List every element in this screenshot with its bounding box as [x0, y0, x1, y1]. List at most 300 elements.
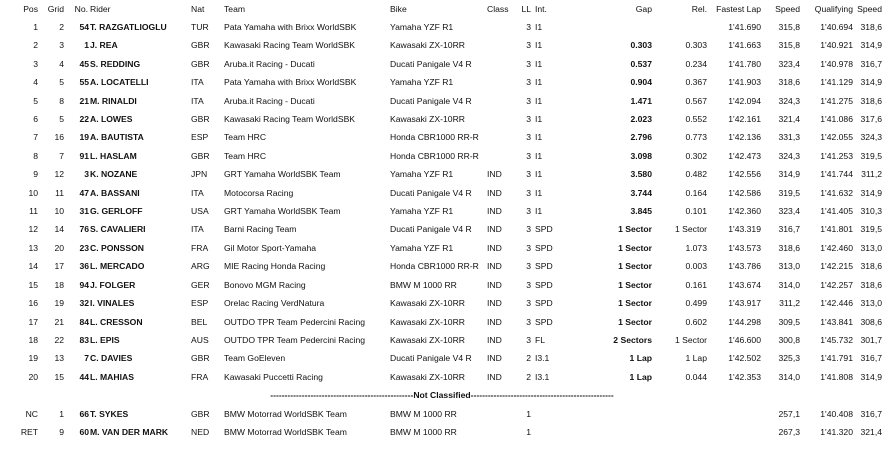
cell-rider: C. PONSSON [90, 242, 144, 253]
cell-gap: 3.580 [630, 169, 652, 180]
cell-nat: JPN [191, 169, 208, 180]
cell-rider: A. BASSANI [90, 187, 140, 198]
cell-grid: 10 [54, 206, 64, 217]
cell-number: 21 [79, 95, 89, 106]
cell-team: Gil Motor Sport-Yamaha [224, 242, 317, 253]
cell-class [485, 147, 517, 165]
table-row [0, 257, 884, 275]
cell-interval: I3.1 [535, 371, 550, 382]
table-row [0, 349, 884, 367]
cell-laps: 3 [526, 206, 531, 217]
cell-pos: NC [25, 408, 38, 419]
cell-qualifying: 1'40.408 [820, 408, 853, 419]
table-row [0, 36, 884, 54]
cell-laps: 3 [526, 279, 531, 290]
header-class: Class [487, 4, 509, 14]
cell-class: IND [487, 169, 502, 180]
cell-pos: 4 [33, 77, 38, 88]
cell-class: IND [487, 279, 502, 290]
cell-rel [654, 423, 709, 441]
cell-team: Aruba.it Racing - Ducati [224, 95, 315, 106]
cell-speed: 324,3 [778, 95, 800, 106]
cell-interval: I1 [535, 77, 543, 88]
header-team: Team [224, 4, 246, 14]
cell-laps: 3 [526, 114, 531, 125]
cell-grid: 5 [59, 114, 64, 125]
cell-gap: 1 Sector [618, 242, 652, 253]
cell-gap: 3.098 [630, 150, 652, 161]
cell-nat: GBR [191, 114, 210, 125]
cell-team: MIE Racing Honda Racing [224, 261, 326, 272]
header-grid: Grid [47, 4, 64, 14]
header-rider: Rider [90, 4, 111, 14]
cell-rel: 0.482 [685, 169, 707, 180]
cell-qualifying-speed: 318,6 [860, 279, 882, 290]
cell-interval: SPD [535, 242, 553, 253]
cell-qualifying-speed: 316,7 [860, 408, 882, 419]
cell-speed: 267,3 [778, 426, 800, 437]
header-bike: Bike [390, 4, 407, 14]
cell-qualifying-speed: 316,7 [860, 58, 882, 69]
cell-pos: 11 [29, 206, 38, 217]
cell-fastest-lap: 1'41.690 [728, 22, 761, 32]
table-row [0, 128, 884, 146]
cell-fastest-lap [709, 405, 763, 423]
cell-class: IND [487, 224, 502, 235]
cell-bike: BMW M 1000 RR [390, 279, 457, 290]
cell-interval [533, 423, 581, 441]
cell-nat: ITA [191, 187, 204, 198]
cell-qualifying: 1'45.732 [820, 334, 853, 345]
cell-bike: Ducati Panigale V4 R [390, 95, 472, 106]
cell-class: IND [487, 334, 502, 345]
cell-laps: 3 [526, 40, 531, 51]
cell-rider: L. EPIS [90, 334, 120, 345]
cell-grid: 14 [54, 224, 64, 235]
cell-team: Motocorsa Racing [224, 187, 294, 198]
cell-qualifying: 1'41.320 [820, 426, 853, 437]
cell-pos: 1 [33, 22, 38, 32]
cell-team: BMW Motorrad WorldSBK Team [224, 408, 347, 419]
cell-pos: 13 [28, 242, 38, 253]
cell-bike: Honda CBR1000 RR-R [390, 132, 479, 143]
cell-qualifying-speed: 317,6 [860, 114, 882, 125]
cell-rel: 1 Sector [674, 334, 707, 345]
cell-qualifying: 1'41.808 [820, 371, 853, 382]
cell-rider: I. VINALES [90, 298, 135, 309]
cell-qualifying: 1'43.841 [820, 316, 853, 327]
cell-team: Kawasaki Puccetti Racing [224, 371, 323, 382]
cell-team: Team HRC [224, 150, 267, 161]
cell-grid: 7 [59, 150, 64, 161]
cell-rel: 0.101 [685, 206, 707, 217]
table-row [0, 220, 884, 238]
cell-rider: A. BAUTISTA [90, 132, 144, 143]
cell-class [485, 18, 517, 36]
cell-interval [533, 405, 581, 423]
cell-qualifying-speed: 313,0 [860, 298, 882, 309]
cell-nat: GBR [191, 150, 210, 161]
cell-qualifying-speed: 314,9 [860, 77, 882, 88]
cell-interval: SPD [535, 224, 553, 235]
not-classified-body [0, 405, 884, 442]
cell-qualifying-speed: 318,6 [860, 261, 882, 272]
cell-laps: 3 [526, 22, 531, 32]
cell-pos: 2 [33, 40, 38, 51]
cell-number: 1 [84, 40, 89, 51]
cell-interval: I1 [535, 95, 543, 106]
table-row [0, 184, 884, 202]
cell-team: Team GoEleven [224, 353, 286, 364]
cell-nat: ITA [191, 77, 204, 88]
cell-team: Barni Racing Team [224, 224, 297, 235]
cell-fastest-lap: 1'43.674 [728, 279, 761, 290]
cell-nat: ESP [191, 298, 209, 309]
cell-fastest-lap: 1'43.573 [728, 242, 761, 253]
cell-grid: 20 [54, 242, 64, 253]
cell-pos: 12 [28, 224, 38, 235]
cell-qualifying-speed: 318,6 [860, 95, 882, 106]
cell-team: GRT Yamaha WorldSBK Team [224, 206, 341, 217]
cell-speed: 331,3 [778, 132, 800, 143]
cell-class: IND [487, 187, 502, 198]
cell-pos: 15 [28, 279, 38, 290]
cell-speed: 314,0 [778, 371, 800, 382]
cell-rider: G. GERLOFF [90, 206, 143, 217]
cell-gap: 1 Sector [618, 279, 652, 290]
cell-rel: 0.552 [685, 114, 707, 125]
cell-grid: 1 [59, 408, 64, 419]
cell-gap [581, 423, 654, 441]
cell-nat: ESP [191, 132, 209, 143]
cell-team: OUTDO TPR Team Pedercini Racing [224, 334, 366, 345]
cell-rider: J. FOLGER [90, 279, 136, 290]
cell-rel: 0.302 [685, 150, 707, 161]
cell-qualifying: 1'42.446 [820, 298, 853, 309]
cell-rel: 0.499 [685, 298, 707, 309]
cell-bike: Honda CBR1000 RR-R [390, 150, 479, 161]
table-row [0, 165, 884, 183]
cell-gap [581, 405, 654, 423]
header-row [0, 0, 884, 18]
cell-team: BMW Motorrad WorldSBK Team [224, 426, 347, 437]
cell-qualifying: 1'41.129 [820, 77, 853, 88]
cell-qualifying-speed: 316,7 [860, 353, 882, 364]
cell-bike: Ducati Panigale V4 R [390, 224, 472, 235]
cell-fastest-lap: 1'41.903 [728, 77, 761, 88]
cell-gap: 2 Sectors [613, 334, 652, 345]
cell-gap: 1.471 [630, 95, 652, 106]
cell-pos: 18 [28, 334, 38, 345]
cell-pos: 6 [33, 114, 38, 125]
cell-grid: 19 [54, 298, 64, 309]
cell-rider: M. RINALDI [90, 95, 137, 106]
cell-class: IND [487, 371, 502, 382]
cell-qualifying: 1'41.253 [820, 150, 853, 161]
cell-bike: Kawasaki ZX-10RR [390, 334, 465, 345]
cell-rel: 0.773 [685, 132, 707, 143]
cell-class: IND [487, 298, 502, 309]
cell-bike: Ducati Panigale V4 R [390, 353, 472, 364]
cell-pos: 8 [33, 150, 38, 161]
cell-speed: 323,4 [778, 58, 800, 69]
cell-rel: 0.303 [685, 40, 707, 51]
cell-grid: 12 [54, 169, 64, 180]
cell-interval: SPD [535, 279, 553, 290]
not-classified-divider [0, 386, 884, 404]
cell-fastest-lap: 1'42.502 [728, 353, 761, 364]
cell-number: 44 [79, 371, 89, 382]
cell-grid: 18 [54, 279, 64, 290]
cell-gap: 0.904 [630, 77, 652, 88]
cell-team: Pata Yamaha with Brixx WorldSBK [224, 22, 357, 32]
cell-nat: GBR [191, 353, 210, 364]
table-row [0, 313, 884, 331]
cell-bike: Yamaha YZF R1 [390, 206, 454, 217]
cell-gap: 1 Sector [618, 224, 652, 235]
cell-bike: Ducati Panigale V4 R [390, 58, 472, 69]
cell-team: Kawasaki Racing Team WorldSBK [224, 114, 356, 125]
cell-class [485, 110, 517, 128]
cell-number: 47 [79, 187, 89, 198]
cell-laps: 1 [526, 408, 531, 419]
cell-class: IND [487, 242, 502, 253]
cell-number: 83 [79, 334, 89, 345]
cell-qualifying: 1'42.460 [820, 242, 853, 253]
cell-pos: 20 [28, 371, 38, 382]
cell-speed: 319,5 [778, 187, 800, 198]
cell-rider: L. MAHIAS [90, 371, 134, 382]
header-speed: Speed [775, 4, 800, 14]
cell-fastest-lap: 1'43.917 [728, 298, 761, 309]
cell-rider: T. RAZGATLIOGLU [90, 22, 167, 32]
cell-interval: I1 [535, 114, 543, 125]
cell-bike: BMW M 1000 RR [390, 408, 457, 419]
cell-gap [581, 18, 654, 36]
cell-rider: C. DAVIES [90, 353, 133, 364]
cell-speed: 323,4 [778, 206, 800, 217]
cell-grid: 17 [54, 261, 64, 272]
cell-class: IND [487, 206, 502, 217]
cell-speed: 325,3 [778, 353, 800, 364]
cell-qualifying: 1'42.257 [820, 279, 853, 290]
cell-fastest-lap: 1'42.161 [728, 114, 761, 125]
cell-interval: FL [535, 334, 546, 345]
cell-rider: A. LOWES [90, 114, 133, 125]
cell-grid: 21 [54, 316, 64, 327]
cell-fastest-lap: 1'42.586 [728, 187, 761, 198]
cell-bike: Yamaha YZF R1 [390, 22, 454, 32]
cell-bike: Honda CBR1000 RR-R [390, 261, 479, 272]
cell-grid: 9 [59, 426, 64, 437]
cell-rel: 0.234 [685, 58, 707, 69]
table-row [0, 73, 884, 91]
cell-number: 23 [79, 242, 89, 253]
cell-rider: L. HASLAM [90, 150, 137, 161]
cell-team: Aruba.it Racing - Ducati [224, 58, 315, 69]
cell-number: 94 [79, 279, 89, 290]
cell-speed: 324,3 [778, 150, 800, 161]
header-no: No. [74, 4, 88, 14]
cell-nat: GBR [191, 40, 210, 51]
cell-qualifying-speed: 321,4 [860, 426, 882, 437]
cell-interval: I1 [535, 150, 543, 161]
cell-laps: 3 [526, 58, 531, 69]
cell-qualifying: 1'42.055 [820, 132, 853, 143]
cell-number: 31 [79, 206, 89, 217]
cell-rider: L. MERCADO [90, 261, 145, 272]
cell-speed: 311,2 [779, 298, 800, 309]
cell-number: 91 [79, 150, 89, 161]
cell-gap: 1 Lap [629, 353, 652, 364]
cell-bike: Kawasaki ZX-10RR [390, 298, 465, 309]
cell-grid: 22 [54, 334, 64, 345]
cell-class [485, 36, 517, 54]
cell-interval: I1 [535, 22, 543, 32]
cell-team: Orelac Racing VerdNatura [224, 298, 325, 309]
cell-rider: A. LOCATELLI [90, 77, 149, 88]
cell-team: GRT Yamaha WorldSBK Team [224, 169, 341, 180]
table-row [0, 92, 884, 110]
cell-qualifying-speed: 314,9 [860, 371, 882, 382]
cell-class [485, 92, 517, 110]
cell-rel: 0.044 [685, 371, 707, 382]
cell-grid: 11 [55, 187, 64, 198]
cell-laps: 3 [526, 150, 531, 161]
cell-nat: AUS [191, 334, 209, 345]
cell-team: Pata Yamaha with Brixx WorldSBK [224, 77, 357, 88]
cell-number: 54 [79, 22, 89, 32]
header-fastest-lap: Fastest Lap [716, 4, 761, 14]
cell-rider: M. VAN DER MARK [90, 426, 169, 437]
cell-fastest-lap: 1'42.473 [728, 150, 761, 161]
cell-bike: Kawasaki ZX-10RR [390, 114, 465, 125]
cell-nat: GBR [191, 408, 210, 419]
cell-rider: K. NOZANE [90, 169, 138, 180]
cell-speed: 313,0 [778, 261, 800, 272]
cell-rel: 0.367 [685, 77, 707, 88]
cell-fastest-lap: 1'41.780 [728, 58, 761, 69]
cell-gap: 0.537 [630, 58, 652, 69]
cell-bike: Ducati Panigale V4 R [390, 187, 472, 198]
cell-qualifying: 1'41.632 [820, 187, 853, 198]
cell-bike: Yamaha YZF R1 [390, 77, 454, 88]
cell-laps: 3 [526, 316, 531, 327]
cell-nat: GBR [191, 58, 210, 69]
cell-pos: 7 [33, 132, 38, 143]
cell-rel [654, 18, 709, 36]
cell-bike: Yamaha YZF R1 [390, 242, 454, 253]
cell-pos: 17 [28, 316, 38, 327]
cell-number: 7 [84, 353, 89, 364]
cell-laps: 3 [526, 224, 531, 235]
cell-qualifying: 1'41.744 [820, 169, 853, 180]
table-row [0, 239, 884, 257]
cell-number: 32 [79, 298, 89, 309]
cell-laps: 3 [526, 242, 531, 253]
cell-fastest-lap: 1'43.319 [728, 224, 761, 235]
cell-interval: I1 [535, 40, 543, 51]
header-nat: Nat [191, 4, 205, 14]
cell-interval: I1 [535, 58, 543, 69]
cell-team: OUTDO TPR Team Pedercini Racing [224, 316, 366, 327]
table-row [0, 110, 884, 128]
cell-bike: Kawasaki ZX-10RR [390, 316, 465, 327]
cell-qualifying-speed: 319,5 [860, 150, 882, 161]
cell-laps: 3 [526, 298, 531, 309]
cell-pos: 19 [28, 353, 38, 364]
cell-nat: USA [191, 206, 209, 217]
table-row [0, 147, 884, 165]
cell-bike: BMW M 1000 RR [390, 426, 457, 437]
cell-bike: Yamaha YZF R1 [390, 169, 454, 180]
cell-laps: 2 [526, 371, 531, 382]
table-row [0, 294, 884, 312]
cell-number: 3 [84, 169, 89, 180]
cell-qualifying: 1'41.086 [820, 114, 853, 125]
cell-interval: I1 [535, 206, 543, 217]
cell-class [485, 73, 517, 91]
table-row [0, 405, 884, 423]
cell-nat: NED [191, 426, 210, 437]
cell-gap: 1 Sector [618, 261, 652, 272]
cell-gap: 0.303 [630, 40, 652, 51]
cell-qualifying-speed: 314,9 [860, 187, 882, 198]
cell-rel [654, 405, 709, 423]
cell-laps: 3 [526, 132, 531, 143]
cell-qualifying-speed: 319,5 [860, 224, 882, 235]
cell-interval: I1 [535, 169, 543, 180]
cell-qualifying-speed: 324,3 [860, 132, 882, 143]
cell-pos: 10 [28, 187, 38, 198]
cell-grid: 4 [59, 58, 64, 69]
cell-nat: ITA [191, 95, 204, 106]
cell-nat: FRA [191, 371, 209, 382]
cell-rider: L. CRESSON [90, 316, 143, 327]
cell-pos: RET [20, 426, 38, 437]
cell-fastest-lap: 1'43.786 [728, 261, 761, 272]
cell-rider: S. CAVALIERI [90, 224, 146, 235]
cell-rel: 0.161 [685, 279, 707, 290]
cell-pos: 3 [33, 58, 38, 69]
cell-nat: GER [191, 279, 210, 290]
table-row [0, 276, 884, 294]
cell-qualifying-speed: 301,7 [860, 334, 882, 345]
table-row [0, 331, 884, 349]
cell-fastest-lap: 1'41.663 [728, 40, 761, 51]
cell-rel: 0.003 [685, 261, 707, 272]
cell-fastest-lap: 1'42.556 [728, 169, 761, 180]
cell-nat: FRA [191, 242, 209, 253]
cell-rel: 1 Sector [674, 224, 707, 235]
cell-speed: 314,9 [778, 169, 800, 180]
cell-laps: 1 [526, 426, 531, 437]
cell-speed: 316,7 [778, 224, 800, 235]
cell-interval: I1 [535, 187, 543, 198]
cell-team: Team HRC [224, 132, 267, 143]
cell-rider: S. REDDING [90, 58, 141, 69]
table-row [0, 202, 884, 220]
cell-class: IND [487, 261, 502, 272]
cell-class: IND [487, 353, 502, 364]
cell-fastest-lap: 1'46.600 [728, 334, 761, 345]
cell-laps: 3 [526, 77, 531, 88]
cell-rider: J. REA [90, 40, 118, 51]
cell-rel: 1.073 [685, 242, 707, 253]
cell-rel: 0.567 [685, 95, 707, 106]
header-ll: LL [521, 4, 531, 14]
cell-grid: 16 [54, 132, 64, 143]
